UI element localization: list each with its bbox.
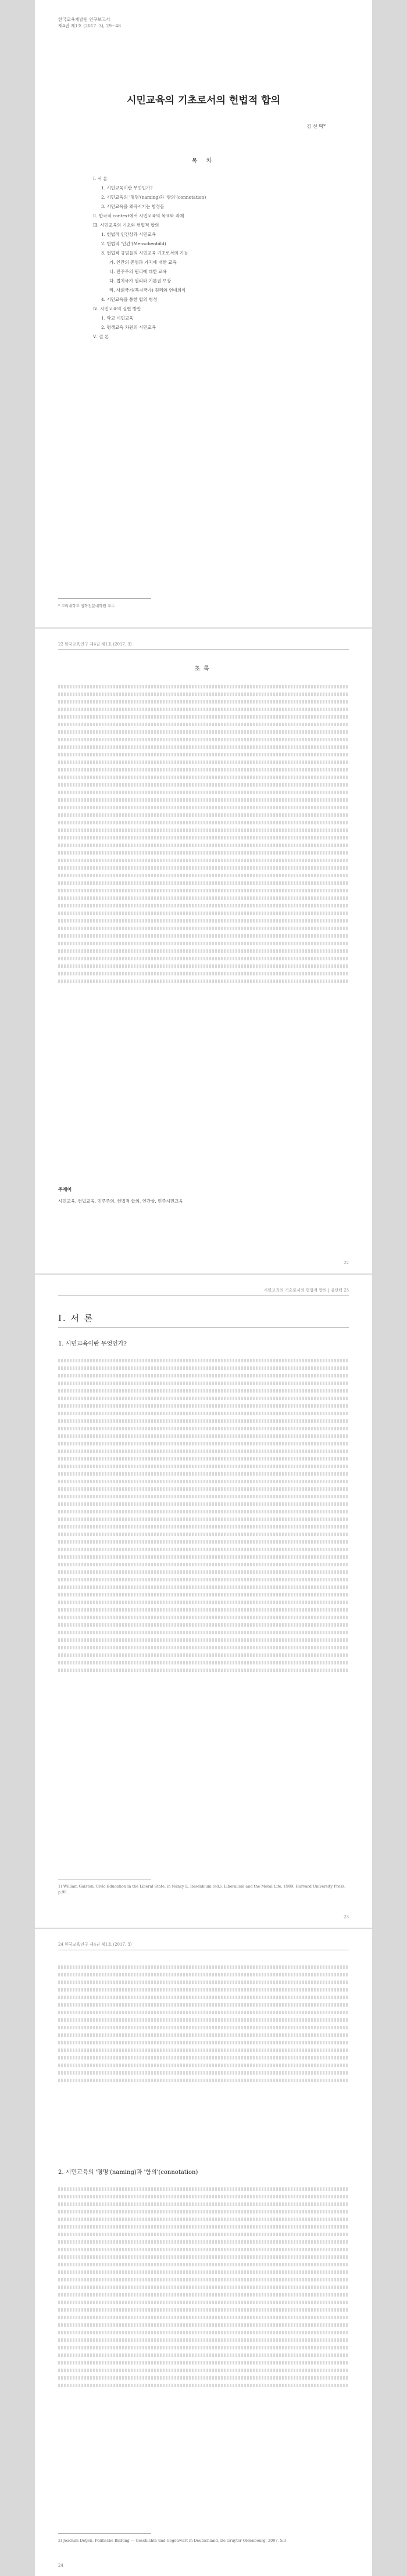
abstract-body (58, 681, 349, 1157)
page-number: 23 (344, 1915, 349, 1920)
toc-item: 4. 시민교육을 통한 합의 형성 (101, 297, 158, 302)
toc-item: 3. 헌법적 규범들의 시민교육 기초로서의 기능 (101, 250, 188, 256)
section-rule (58, 1327, 349, 1328)
footnote: 2) Joachim Detjen, Politische Bildung — Geschichte und Gegenwart in Deutschland, De Gruyter Oldenbourg, 2007, S.3 (58, 2538, 287, 2543)
toc-item: Ⅴ. 결 론 (93, 334, 109, 339)
author: 김 선 택* (306, 124, 326, 129)
page-number: 22 (344, 1261, 349, 1265)
section-body (58, 2183, 349, 2509)
page-2 (35, 629, 372, 1273)
toc-item: 2. 헌법적 '인간'(Menschenbild) (101, 241, 166, 246)
toc-item: Ⅲ. 시민교육의 기초와 헌법적 합의 (93, 223, 159, 228)
subsection-heading: 2. 시민교육의 '명명'(naming)과 '함의'(connotation) (58, 2169, 198, 2176)
toc-item: 3. 시민교육을 왜곡시키는 함정들 (101, 204, 165, 209)
running-header: 시민교육의 기초로서의 헌법적 합의 | 김선택 23 (263, 1288, 349, 1293)
toc-item: Ⅳ. 시민교육의 실현 방안 (93, 306, 141, 311)
page-1 (35, 0, 372, 627)
toc-heading: 목 차 (191, 158, 216, 164)
toc-item: 다. 법치국가 원리와 기본권 보장 (109, 278, 172, 284)
footnote: 1) William Galston, Civic Education in the Liberal State, in Nancy L. Rosenblum (ed.), Liberalism and the Moral Life, 1989, Harvard University Press, p.90. (58, 1884, 346, 1895)
toc-item: 2. 평생교육 차원의 시민교육 (101, 325, 156, 330)
section-body (58, 1355, 349, 1854)
section-heading: Ⅰ. 서 론 (58, 1313, 94, 1323)
running-header: 24 한국교육연구 제4권 제1호 (2017. 3) (58, 1942, 132, 1947)
journal-line: 제4권 제1호 (2017. 3), 29~48 (58, 23, 121, 28)
table-of-contents (93, 174, 337, 342)
page-4 (35, 1929, 372, 2576)
toc-item: Ⅱ. 한국적 context에서 시민교육의 목표와 과제 (93, 213, 184, 218)
toc-item: Ⅰ. 서 론 (93, 176, 108, 181)
footnote-divider (58, 598, 151, 599)
keywords: 시민교육, 헌법교육, 민주주의, 헌법적 합의, 인간상, 민주시민교육 (58, 1199, 183, 1204)
toc-item: 1. 시민교육이란 무엇인가? (101, 185, 153, 191)
toc-item: 가. 인간의 존엄과 가치에 대한 교육 (109, 260, 177, 265)
body-continued (58, 1961, 349, 2153)
toc-item: 나. 민주주의 원리에 대한 교육 (109, 269, 167, 274)
running-header: 22 한국교육연구 제4권 제1호 (2017. 3) (58, 642, 132, 647)
journal-info (58, 16, 121, 29)
footnote: * 고려대학교 법학전문대학원 교수 (58, 604, 115, 608)
keywords-label: 주제어 (58, 1186, 72, 1192)
page-3 (35, 1275, 372, 1928)
toc-item: 2. 시민교육의 '명명'(naming)과 '함의'(connotation) (101, 195, 206, 200)
toc-item: 1. 헌법적 인간상과 시민교육 (101, 232, 156, 237)
page-number: 24 (58, 2563, 63, 2568)
footnote-divider (58, 2533, 151, 2534)
paper-title: 시민교육의 기초로서의 헌법적 합의 (126, 95, 281, 106)
toc-item: 1. 학교 시민교육 (101, 315, 134, 321)
subsection-heading: 1. 시민교육이란 무엇인가? (58, 1341, 127, 1347)
abstract-heading: 초록 (194, 666, 213, 672)
toc-item: 라. 사회국가(복지국가) 원리와 연대의식 (109, 288, 186, 293)
journal-line: 한국교육개발원 연구보고서 (58, 17, 110, 22)
